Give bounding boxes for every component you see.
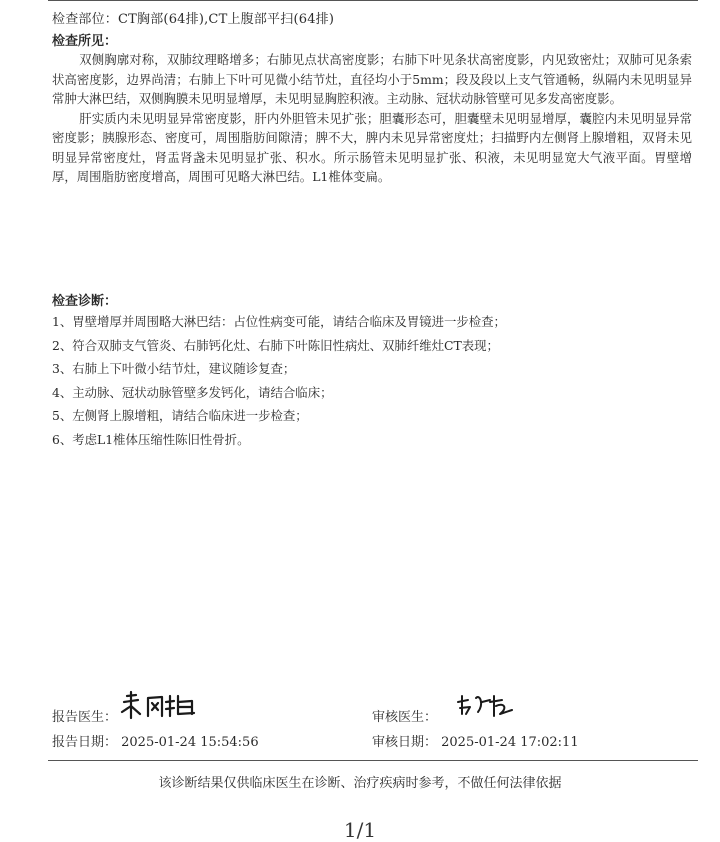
findings-body	[52, 50, 692, 187]
diagnosis-item: 1、胃壁增厚并周围略大淋巴结：占位性病变可能，请结合临床及胃镜进一步检查；	[52, 314, 506, 329]
diagnosis-item: 2、符合双肺支气管炎、右肺钙化灶、右肺下叶陈旧性病灶、双肺纤维灶CT表现；	[52, 337, 499, 353]
report-doctor-signature	[118, 688, 200, 722]
review-doctor-signature	[456, 690, 520, 720]
review-date: 审核日期： 2025-01-24 17:02:11	[372, 735, 579, 750]
report-doctor-label: 报告医生：	[52, 710, 118, 725]
findings-paragraph: 肝实质内未见明显异常密度影，肝内外胆管未见扩张；胆囊形态可，胆囊壁未见明显增厚，囊腔内未见明显异常密度影；胰腺形态、密度可，周围脂肪间隙清；脾不大，脾内未见异常密度灶；扫描野内左侧肾上腺增粗，双肾未见明显异常密度灶，肾盂肾盏未见明显扩张、积水。所示肠管未见明显扩张、积液，未见明显宽大气液平面。胃壁增厚，周围脂肪密度增高，周围可见略大淋巴结。L1椎体变扁。	[52, 110, 692, 184]
diagnosis-item: 6、考虑L1椎体压缩性陈旧性骨折。	[52, 431, 250, 447]
disclaimer: 该诊断结果仅供临床医生在诊断、治疗疾病时参考，不做任何法律依据	[158, 776, 562, 791]
diagnosis-item: 4、主动脉、冠状动脉管壁多发钙化，请结合临床；	[52, 384, 333, 400]
findings-title: 检查所见：	[52, 34, 118, 49]
diagnosis-item: 3、右肺上下叶微小结节灶，建议随诊复查；	[52, 361, 296, 376]
diagnosis-item: 5、左侧肾上腺增粗，请结合临床进一步检查；	[52, 408, 308, 423]
top-divider	[48, 0, 698, 1]
findings-paragraph: 双侧胸廓对称，双肺纹理略增多；右肺见点状高密度影；右肺下叶见条状高密度影，内见致密灶；双肺可见条索状高密度影，边界尚清；右肺上下叶可见微小结节灶，直径均小于5mm；段及段以上支气管通畅，纵隔内未见明显异常肿大淋巴结，双侧胸膜未见明显增厚，未见明显胸腔积液。主动脉、冠状动脉管壁可见多发高密度影。	[52, 52, 692, 106]
bottom-divider	[48, 760, 698, 761]
diagnosis-title: 检查诊断：	[52, 294, 118, 309]
review-doctor-label: 审核医生：	[372, 710, 438, 725]
exam-part: 检查部位：CT胸部(64排),CT上腹部平扫(64排)	[52, 12, 335, 27]
page-number: 1/1	[343, 818, 377, 842]
diagnosis-list	[52, 310, 692, 451]
report-date: 报告日期： 2025-01-24 15:54:56	[52, 735, 259, 750]
